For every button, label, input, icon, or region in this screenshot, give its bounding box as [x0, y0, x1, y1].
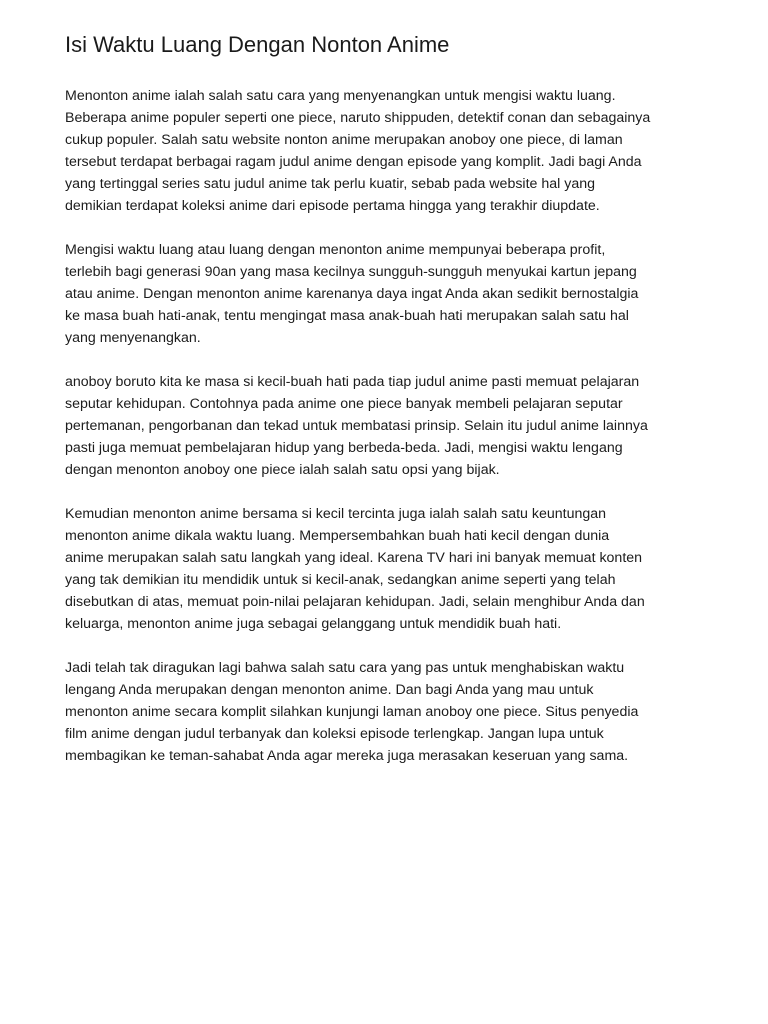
document-title: Isi Waktu Luang Dengan Nonton Anime [65, 32, 450, 57]
paragraph-line: lengang Anda merupakan dengan menonton anime. Dan bagi Anda yang mau untuk [65, 682, 594, 698]
paragraph-5 [65, 657, 715, 767]
paragraph-line: pertemanan, pengorbanan dan tekad untuk membatasi prinsip. Selain itu judul anime lainnya [65, 418, 648, 434]
paragraph-line: keluarga, menonton anime juga sebagai gelanggang untuk mendidik buah hati. [65, 616, 562, 632]
paragraph-line: yang tak demikian itu mendidik untuk si kecil-anak, sedangkan anime seperti yang telah [65, 572, 616, 588]
paragraph-line: membagikan ke teman-sahabat Anda agar mereka juga merasakan keseruan yang sama. [65, 748, 629, 764]
paragraph-2 [65, 239, 715, 349]
paragraph-line: disebutkan di atas, memuat poin-nilai pelajaran kehidupan. Jadi, selain menghibur Anda dan [65, 594, 645, 610]
paragraph-line: atau anime. Dengan menonton anime karenanya daya ingat Anda akan sedikit bernostalgia [65, 286, 639, 302]
paragraph-line: yang tertinggal series satu judul anime tak perlu kuatir, sebab pada website hal yang [65, 176, 595, 192]
paragraph-line: anime merupakan salah satu langkah yang ideal. Karena TV hari ini banyak memuat konten [65, 550, 643, 566]
paragraph-1 [65, 85, 715, 217]
paragraph-line: ke masa buah hati-anak, tentu mengingat masa anak-buah hati merupakan salah satu hal [65, 308, 629, 324]
paragraph-line: seputar kehidupan. Contohnya pada anime one piece banyak membeli pelajaran seputar [65, 396, 623, 412]
paragraph-line: Kemudian menonton anime bersama si kecil tercinta juga ialah salah satu keuntungan [65, 506, 607, 522]
paragraph-line: menonton anime dikala waktu luang. Mempersembahkan buah hati kecil dengan dunia [65, 528, 610, 544]
paragraph-line: tersebut terdapat berbagai ragam judul anime dengan episode yang komplit. Jadi bagi Anda [65, 154, 642, 170]
paragraph-line: Mengisi waktu luang atau luang dengan menonton anime mempunyai beberapa profit, [65, 242, 606, 258]
paragraph-line: menonton anime secara komplit silahkan kunjungi laman anoboy one piece. Situs penyedia [65, 704, 639, 720]
document-page [65, 30, 715, 789]
paragraph-line: yang menyenangkan. [65, 330, 201, 346]
paragraph-line: demikian terdapat koleksi anime dari episode pertama hingga yang terakhir diupdate. [65, 198, 600, 214]
paragraph-line: anoboy boruto kita ke masa si kecil-buah hati pada tiap judul anime pasti memuat pelajaran [65, 374, 640, 390]
paragraph-line: Jadi telah tak diragukan lagi bahwa salah satu cara yang pas untuk menghabiskan waktu [65, 660, 625, 676]
paragraph-line: pasti juga memuat pembelajaran hidup yang berbeda-beda. Jadi, mengisi waktu lengang [65, 440, 623, 456]
paragraph-3 [65, 371, 715, 481]
paragraph-line: terlebih bagi generasi 90an yang masa kecilnya sungguh-sungguh menyukai kartun jepang [65, 264, 637, 280]
paragraph-line: cukup populer. Salah satu website nonton anime merupakan anoboy one piece, di laman [65, 132, 623, 148]
paragraph-line: Menonton anime ialah salah satu cara yang menyenangkan untuk mengisi waktu luang. [65, 88, 616, 104]
paragraph-line: dengan menonton anoboy one piece ialah salah satu opsi yang bijak. [65, 462, 500, 478]
paragraph-line: film anime dengan judul terbanyak dan koleksi episode terlengkap. Jangan lupa untuk [65, 726, 604, 742]
paragraph-4 [65, 503, 715, 635]
paragraph-line: Beberapa anime populer seperti one piece, naruto shippuden, detektif conan dan sebagainya [65, 110, 651, 126]
